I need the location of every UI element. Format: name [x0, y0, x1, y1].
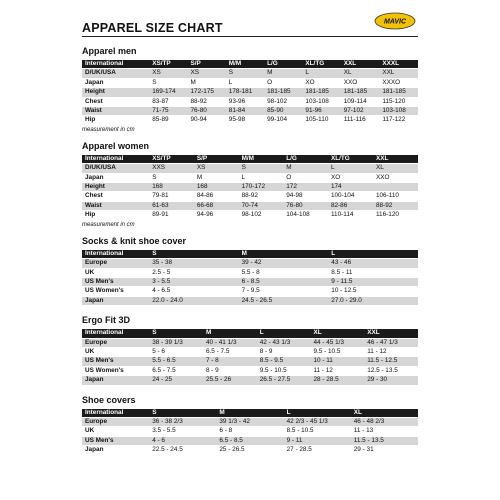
- table-cell: XL: [373, 164, 418, 173]
- table-cell: 7 - 8: [203, 357, 257, 366]
- table-cell: O: [283, 173, 328, 182]
- table-cell: 178-181: [226, 88, 264, 97]
- table-cell: 7 - 9.5: [239, 287, 329, 296]
- table-cell: 8 - 9: [257, 347, 311, 356]
- table-cell: 9.5 - 10.5: [257, 366, 311, 375]
- row-label: Japan: [82, 376, 149, 385]
- column-header: International: [82, 329, 149, 338]
- table-row: [82, 338, 418, 347]
- table-cell: 9 - 11.5: [328, 277, 418, 286]
- column-header: International: [82, 250, 149, 259]
- table-cell: L: [239, 173, 284, 182]
- table-cell: 38 - 39 1/3: [149, 338, 203, 347]
- table-cell: 181-185: [302, 88, 340, 97]
- table-cell: 98-102: [239, 211, 284, 220]
- row-label: Japan: [82, 296, 149, 305]
- table-row: [82, 446, 418, 455]
- mavic-logo: [374, 12, 416, 30]
- size-chart-page: [82, 10, 418, 456]
- row-label: Europe: [82, 259, 149, 268]
- table-cell: XO: [302, 78, 340, 87]
- table-cell: 100-104: [328, 192, 373, 201]
- table-cell: 22.0 - 24.0: [149, 296, 238, 305]
- table-cell: 25 - 26.5: [216, 446, 283, 455]
- table-cell: 6.5 - 7.5: [149, 366, 203, 375]
- table-header-row: [82, 155, 418, 164]
- table-cell: XO: [328, 173, 373, 182]
- table-cell: 24.5 - 26.5: [239, 296, 329, 305]
- table-cell: S: [226, 69, 264, 78]
- mavic-logo-text: MAVIC: [383, 18, 407, 26]
- table-cell: 103-108: [302, 97, 340, 106]
- column-header: XL: [351, 409, 418, 418]
- table-row: [82, 88, 418, 97]
- table-cell: 95-98: [226, 116, 264, 125]
- table-cell: 9.5 - 10.5: [310, 347, 364, 356]
- column-header: S: [149, 409, 216, 418]
- table-cell: 84-86: [194, 192, 239, 201]
- column-header: L: [257, 329, 311, 338]
- table-cell: XXS: [149, 164, 194, 173]
- table-cell: 43 - 46: [328, 259, 418, 268]
- table-row: [82, 357, 418, 366]
- table-cell: M: [264, 69, 302, 78]
- table-cell: L: [302, 69, 340, 78]
- table-cell: 83-87: [149, 97, 187, 106]
- row-label: US Women's: [82, 366, 149, 375]
- table-cell: 181-185: [264, 88, 302, 97]
- table-cell: 169-174: [149, 88, 187, 97]
- table-cell: 76-80: [283, 201, 328, 210]
- table-cell: 181-185: [341, 88, 380, 97]
- table-cell: XS: [194, 164, 239, 173]
- column-header: S: [149, 250, 238, 259]
- table-cell: 8 - 9: [203, 366, 257, 375]
- table-row: [82, 164, 418, 173]
- column-header: L: [284, 409, 351, 418]
- table-cell: 103-108: [379, 107, 418, 116]
- table-cell: 12.5 - 13.5: [364, 366, 418, 375]
- row-label: UK: [82, 427, 149, 436]
- table-header-row: [82, 409, 418, 418]
- table-cell: 39 1/3 - 42: [216, 417, 283, 426]
- table-row: [82, 211, 418, 220]
- table-cell: 174: [328, 183, 373, 192]
- row-label: Europe: [82, 417, 149, 426]
- table-cell: 85-90: [264, 107, 302, 116]
- table-cell: 11.5 - 12.5: [364, 357, 418, 366]
- column-header: L/G: [264, 60, 302, 69]
- row-label: D/UK/USA: [82, 164, 149, 173]
- size-table: [82, 60, 418, 126]
- table-cell: 71-75: [149, 107, 187, 116]
- table-cell: 5.5 - 8: [239, 268, 329, 277]
- row-label: Hip: [82, 116, 149, 125]
- table-row: [82, 268, 418, 277]
- table-row: [82, 417, 418, 426]
- column-header: S/P: [194, 155, 239, 164]
- table-row: [82, 192, 418, 201]
- table-cell: 6.5 - 8.5: [216, 436, 283, 445]
- table-cell: 8.5 - 11: [328, 268, 418, 277]
- section-shoe-covers: [82, 395, 418, 456]
- table-cell: 25.5 - 26: [203, 376, 257, 385]
- size-table: [82, 155, 418, 221]
- table-cell: 117-122: [379, 116, 418, 125]
- table-header-row: [82, 250, 418, 259]
- row-label: Japan: [82, 78, 149, 87]
- size-table: [82, 329, 418, 385]
- column-header: M/M: [226, 60, 264, 69]
- table-cell: M: [194, 173, 239, 182]
- table-cell: 11 - 12: [364, 347, 418, 356]
- column-header: XXXL: [379, 60, 418, 69]
- table-cell: 99-104: [264, 116, 302, 125]
- table-cell: 89-91: [149, 211, 194, 220]
- table-cell: 97-102: [341, 107, 380, 116]
- table-cell: 70-74: [239, 201, 284, 210]
- row-label: Waist: [82, 107, 149, 116]
- table-row: [82, 259, 418, 268]
- table-cell: 46 - 47 1/3: [364, 338, 418, 347]
- row-label: US Women's: [82, 287, 149, 296]
- row-label: UK: [82, 347, 149, 356]
- row-label: Height: [82, 183, 149, 192]
- row-label: Waist: [82, 201, 149, 210]
- table-cell: XS: [188, 69, 226, 78]
- table-cell: S: [149, 78, 187, 87]
- table-cell: 88-92: [188, 97, 226, 106]
- measurement-note: measurement in cm: [82, 126, 135, 133]
- table-cell: 105-110: [302, 116, 340, 125]
- table-cell: 39 - 42: [239, 259, 329, 268]
- chart-header: [82, 10, 418, 34]
- section-title: Apparel men: [82, 46, 137, 56]
- table-cell: 168: [149, 183, 194, 192]
- table-cell: 26.5 - 27.5: [257, 376, 311, 385]
- section-title: Shoe covers: [82, 394, 136, 405]
- table-cell: 104-108: [283, 211, 328, 220]
- table-cell: M: [283, 164, 328, 173]
- table-cell: 61-63: [149, 201, 194, 210]
- table-cell: 46 - 48 2/3: [351, 417, 418, 426]
- row-label: US Men's: [82, 277, 149, 286]
- table-cell: 106-110: [373, 192, 418, 201]
- table-cell: 181-185: [379, 88, 418, 97]
- table-cell: 98-102: [264, 97, 302, 106]
- table-cell: XXXO: [379, 78, 418, 87]
- table-cell: 168: [194, 183, 239, 192]
- table-cell: 22.5 - 24.5: [149, 446, 216, 455]
- column-header: XL/TG: [302, 60, 340, 69]
- table-cell: 29 - 30: [364, 376, 418, 385]
- column-header: XL: [310, 329, 364, 338]
- column-header: International: [82, 409, 149, 418]
- table-cell: 111-116: [341, 116, 380, 125]
- table-row: [82, 69, 418, 78]
- section-title: Apparel women: [82, 140, 150, 151]
- table-row: [82, 97, 418, 106]
- table-cell: 116-120: [373, 211, 418, 220]
- table-cell: 81-84: [226, 107, 264, 116]
- column-header: XXL: [373, 155, 418, 164]
- table-row: [82, 427, 418, 436]
- table-cell: 109-114: [341, 97, 380, 106]
- table-cell: 8.5 - 10.5: [284, 427, 351, 436]
- table-cell: 172: [283, 183, 328, 192]
- table-cell: 2.5 - 5: [149, 268, 238, 277]
- table-cell: 42 2/3 - 45 1/3: [284, 417, 351, 426]
- section-ergo-fit-3d: [82, 315, 418, 385]
- column-header: XS/TP: [149, 60, 187, 69]
- table-cell: [373, 183, 418, 192]
- title-rule: [82, 36, 418, 37]
- section-socks-knit-shoe-cover: [82, 236, 418, 306]
- table-cell: 90-94: [188, 116, 226, 125]
- table-cell: 10 - 11: [310, 357, 364, 366]
- page-title: APPAREL SIZE CHART: [82, 21, 223, 35]
- table-cell: 4 - 6.5: [149, 287, 238, 296]
- table-row: [82, 201, 418, 210]
- column-header: M/M: [239, 155, 284, 164]
- table-cell: 3.5 - 5.5: [149, 427, 216, 436]
- table-cell: 29 - 31: [351, 446, 418, 455]
- column-header: International: [82, 155, 149, 164]
- table-cell: 110-114: [328, 211, 373, 220]
- table-row: [82, 366, 418, 375]
- table-cell: 11.5 - 13.5: [351, 436, 418, 445]
- table-cell: XXL: [379, 69, 418, 78]
- table-row: [82, 78, 418, 87]
- section-apparel-women: [82, 141, 418, 228]
- table-cell: 44 - 45 1/3: [310, 338, 364, 347]
- column-header: XXL: [364, 329, 418, 338]
- table-cell: 93-96: [226, 97, 264, 106]
- table-cell: 42 - 43 1/3: [257, 338, 311, 347]
- table-row: [82, 287, 418, 296]
- table-cell: 82-86: [328, 201, 373, 210]
- table-cell: XXO: [373, 173, 418, 182]
- table-header-row: [82, 329, 418, 338]
- table-cell: L: [226, 78, 264, 87]
- table-row: [82, 183, 418, 192]
- table-cell: L: [328, 164, 373, 173]
- column-header: L: [328, 250, 418, 259]
- table-cell: 3 - 5.5: [149, 277, 238, 286]
- table-cell: 28 - 28.5: [310, 376, 364, 385]
- table-row: [82, 347, 418, 356]
- table-cell: 11 - 13: [351, 427, 418, 436]
- table-cell: 27 - 28.5: [284, 446, 351, 455]
- table-cell: 27.0 - 29.0: [328, 296, 418, 305]
- table-cell: 6.5 - 7.5: [203, 347, 257, 356]
- row-label: Height: [82, 88, 149, 97]
- column-header: XL/TG: [328, 155, 373, 164]
- row-label: Hip: [82, 211, 149, 220]
- table-cell: 94-96: [194, 211, 239, 220]
- size-sections: [82, 46, 418, 456]
- table-cell: 8.5 - 9.5: [257, 357, 311, 366]
- section-title: Socks & knit shoe cover: [82, 235, 187, 246]
- column-header: International: [82, 60, 149, 69]
- table-cell: M: [188, 78, 226, 87]
- table-cell: XS: [149, 69, 187, 78]
- table-cell: 6 - 8.5: [239, 277, 329, 286]
- row-label: Japan: [82, 446, 149, 455]
- column-header: M: [239, 250, 329, 259]
- table-row: [82, 296, 418, 305]
- table-row: [82, 173, 418, 182]
- row-label: Europe: [82, 338, 149, 347]
- table-cell: S: [239, 164, 284, 173]
- table-cell: 88-92: [239, 192, 284, 201]
- row-label: D/UK/USA: [82, 69, 149, 78]
- table-cell: 85-89: [149, 116, 187, 125]
- table-header-row: [82, 60, 418, 69]
- table-cell: 88-92: [373, 201, 418, 210]
- table-cell: XXO: [341, 78, 380, 87]
- column-header: S: [149, 329, 203, 338]
- table-cell: 5.5 - 6.5: [149, 357, 203, 366]
- table-cell: 35 - 38: [149, 259, 238, 268]
- row-label: US Men's: [82, 357, 149, 366]
- table-cell: 79-81: [149, 192, 194, 201]
- column-header: L/G: [283, 155, 328, 164]
- table-cell: 91-96: [302, 107, 340, 116]
- table-cell: 6 - 8: [216, 427, 283, 436]
- row-label: UK: [82, 268, 149, 277]
- table-cell: O: [264, 78, 302, 87]
- section-title: Ergo Fit 3D: [82, 315, 131, 326]
- row-label: Chest: [82, 97, 149, 106]
- measurement-note: measurement in cm: [82, 221, 135, 228]
- table-cell: 9 - 11: [284, 436, 351, 445]
- column-header: XS/TP: [149, 155, 194, 164]
- table-row: [82, 107, 418, 116]
- table-cell: 94-98: [283, 192, 328, 201]
- row-label: US Men's: [82, 436, 149, 445]
- table-row: [82, 116, 418, 125]
- table-cell: 40 - 41 1/3: [203, 338, 257, 347]
- row-label: Chest: [82, 192, 149, 201]
- column-header: M: [216, 409, 283, 418]
- table-cell: 36 - 38 2/3: [149, 417, 216, 426]
- column-header: M: [203, 329, 257, 338]
- column-header: S/P: [188, 60, 226, 69]
- table-cell: S: [149, 173, 194, 182]
- table-row: [82, 436, 418, 445]
- table-row: [82, 376, 418, 385]
- row-label: Japan: [82, 173, 149, 182]
- column-header: XXL: [341, 60, 380, 69]
- table-cell: XL: [341, 69, 380, 78]
- table-cell: 4 - 6: [149, 436, 216, 445]
- size-table: [82, 409, 418, 456]
- table-cell: 66-68: [194, 201, 239, 210]
- size-table: [82, 250, 418, 306]
- table-cell: 170-172: [239, 183, 284, 192]
- table-cell: 10 - 12.5: [328, 287, 418, 296]
- table-cell: 76-80: [188, 107, 226, 116]
- section-apparel-men: [82, 46, 418, 133]
- table-cell: 115-120: [379, 97, 418, 106]
- table-row: [82, 277, 418, 286]
- table-cell: 172-175: [188, 88, 226, 97]
- table-cell: 24 - 25: [149, 376, 203, 385]
- table-cell: 5 - 6: [149, 347, 203, 356]
- table-cell: 11 - 12: [310, 366, 364, 375]
